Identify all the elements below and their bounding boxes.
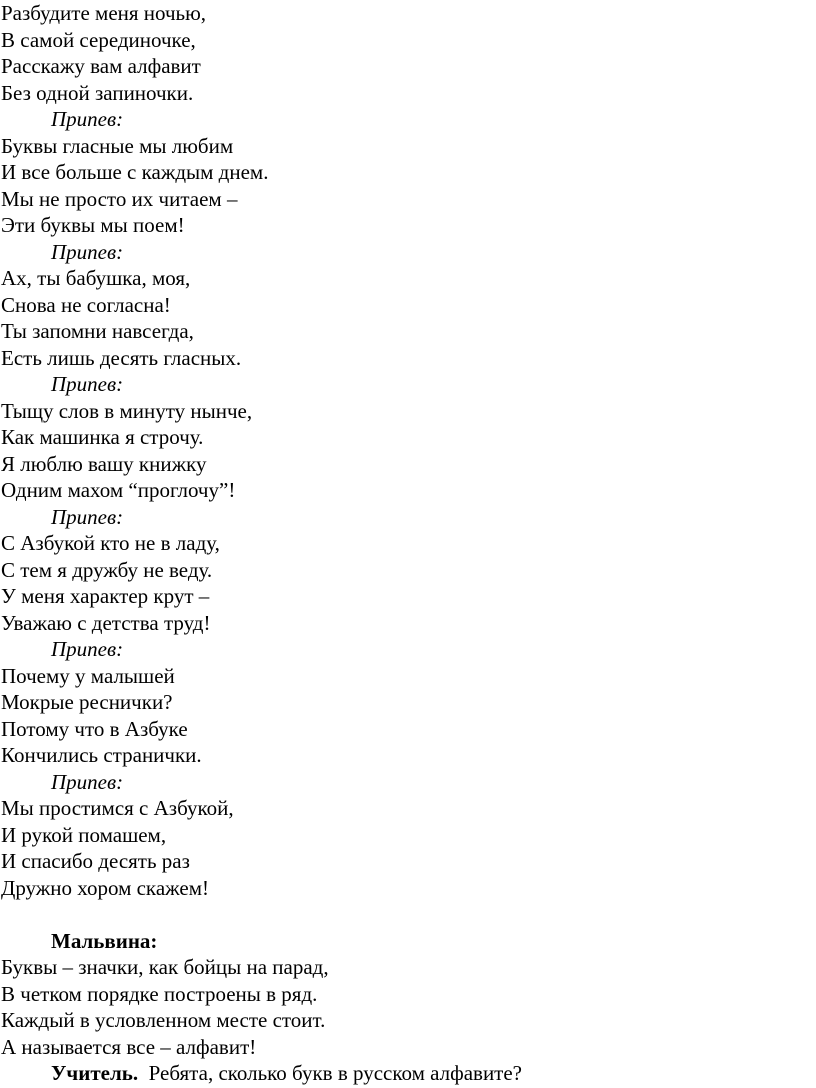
chorus-label: Припев: xyxy=(51,769,124,794)
blank-line xyxy=(1,901,816,928)
malvina-line: А называется все – алфавит! xyxy=(1,1034,257,1059)
verse-line: Буквы гласные мы любим xyxy=(1,133,234,158)
chorus-label: Припев: xyxy=(51,107,124,131)
verse-line: Я люблю вашу книжку xyxy=(1,451,207,476)
verse-line: С Азбукой кто не в ладу, xyxy=(1,531,220,555)
malvina-line: В четком порядке построены в ряд. xyxy=(1,981,318,1006)
malvina-line: Каждый в условленном месте стоит. xyxy=(1,1008,326,1032)
verse-line: Снова не согласна! xyxy=(1,292,171,317)
verse-line: Почему у малышей xyxy=(1,663,175,688)
verse-line: Без одной запиночки. xyxy=(1,80,194,105)
verse-line: Мокрые реснички? xyxy=(1,690,173,714)
teacher-line xyxy=(1,1060,816,1087)
verse-line: Ах, ты бабушка, моя, xyxy=(1,266,191,290)
teacher-question: Ребята, сколько букв в русском алфавите? xyxy=(148,1061,523,1085)
chorus-label: Припев: xyxy=(51,504,124,529)
speaker-teacher: Учитель. xyxy=(51,1061,139,1085)
verse-line: Ты запомни навсегда, xyxy=(1,319,194,343)
verse-line: Как машинка я строчу. xyxy=(1,425,204,449)
verse-line: В самой серединочке, xyxy=(1,27,196,52)
verse-line: Потому что в Азбуке xyxy=(1,716,188,741)
verse-line: Тыщу слов в минуту нынче, xyxy=(1,398,253,423)
verse-line: Одним махом “проглочу”! xyxy=(1,478,236,502)
verse-line: Дружно хором скажем! xyxy=(1,875,209,900)
verse-line: Мы не просто их читаем – xyxy=(1,186,238,211)
speaker-malvina: Мальвина: xyxy=(51,928,158,953)
verse-line: И рукой помашем, xyxy=(1,822,167,847)
verse-line: Эти буквы мы поем! xyxy=(1,213,185,237)
verse-line: С тем я дружбу не веду. xyxy=(1,557,213,582)
verse-line: Расскажу вам алфавит xyxy=(1,54,201,78)
verse-line: Кончились странички. xyxy=(1,743,202,767)
malvina-line: Буквы – значки, как бойцы на парад, xyxy=(1,955,329,979)
chorus-label: Припев: xyxy=(51,239,124,264)
verse-line: И спасибо десять раз xyxy=(1,849,190,873)
verse-line: Есть лишь десять гласных. xyxy=(1,345,242,370)
chorus-label: Припев: xyxy=(51,637,124,661)
verse-line: И все больше с каждым днем. xyxy=(1,160,269,184)
verse-line: Разбудите меня ночью, xyxy=(1,1,207,25)
verse-line: Уважаю с детства труд! xyxy=(1,610,211,635)
verse-line: Мы простимся с Азбукой, xyxy=(1,796,234,820)
verse-line: У меня характер крут – xyxy=(1,584,210,608)
chorus-label: Припев: xyxy=(51,372,124,396)
